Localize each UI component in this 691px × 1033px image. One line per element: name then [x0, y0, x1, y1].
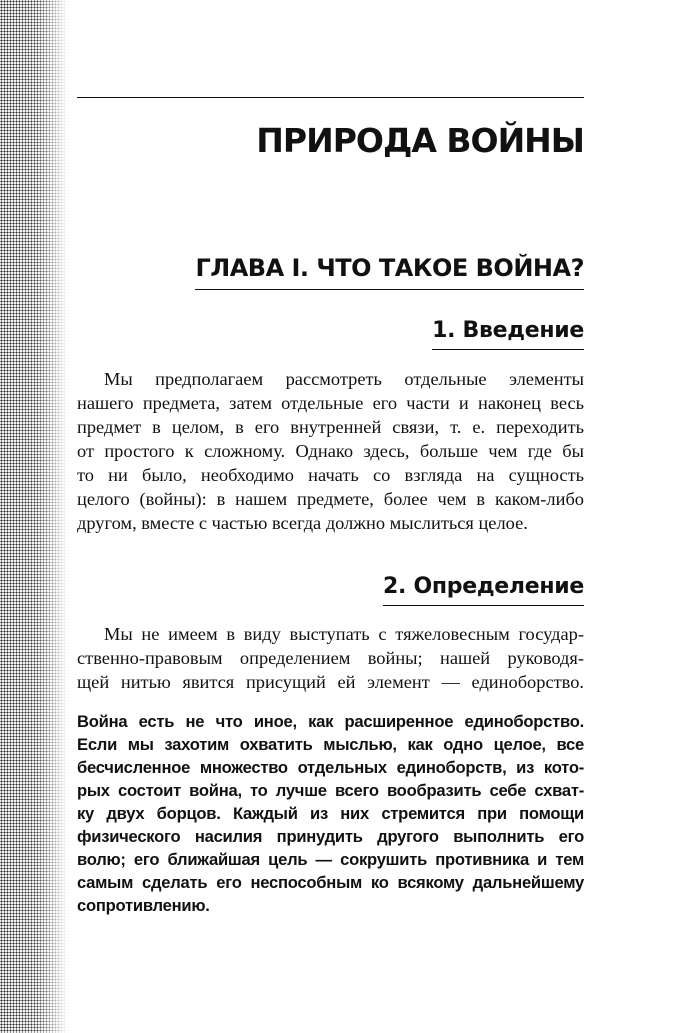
text-line: щей нитью явится присущий ей элемент — единоборство. — [77, 672, 584, 692]
paragraph-definition — [77, 622, 584, 694]
text-line: от простого к сложному. Однако здесь, больше чем где бы — [77, 441, 584, 461]
paragraph-war-definition-bold — [77, 710, 584, 917]
text-line: сопротивлению. — [77, 896, 210, 915]
text-line: бесчисленное множество отдельных единоборств, из кото- — [77, 758, 584, 777]
text-line: то ни было, необходимо начать со взгляда на сущность — [77, 465, 584, 485]
part-title: ПРИРОДА ВОЙНЫ — [256, 121, 584, 160]
text-line: Мы предполагаем рассмотреть отдельные элементы — [104, 369, 584, 389]
text-line: Война есть не что иное, как расширенное единоборство. — [77, 712, 584, 731]
text-line: Мы не имеем в виду выступать с тяжеловесным государ- — [104, 624, 584, 644]
section-title-introduction: 1. Введение — [432, 318, 584, 350]
text-line: ку двух борцов. Каждый из них стремится при помощи — [77, 804, 584, 823]
text-line: волю; его ближайшая цель — сокрушить противника и тем — [77, 850, 584, 869]
text-line: физического насилия принудить другого выполнить его — [77, 827, 584, 846]
halftone-margin-strip — [0, 0, 68, 1033]
paragraph-introduction — [77, 367, 584, 535]
chapter-title: ГЛАВА I. ЧТО ТАКОЕ ВОЙНА? — [195, 254, 584, 290]
text-line: Если мы захотим охватить мыслью, как одно целое, все — [77, 735, 584, 754]
text-line: нашего предмета, затем отдельные его части и наконец весь — [77, 393, 584, 413]
text-line: рых состоит война, то лучше всего вообразить себе схват- — [77, 781, 584, 800]
text-line: другом, вместе с частью всегда должно мыслиться целое. — [77, 513, 528, 533]
top-rule — [77, 97, 584, 98]
text-line: целого (войны): в нашем предмете, более чем в каком-либо — [77, 489, 584, 509]
text-line: ственно-правовым определением войны; нашей руководя- — [77, 648, 584, 668]
text-line: самым сделать его неспособным ко всякому дальнейшему — [77, 873, 584, 892]
section-title-definition: 2. Определение — [383, 574, 584, 606]
text-line: предмет в целом, в его внутренней связи, т. е. переходить — [77, 417, 584, 437]
